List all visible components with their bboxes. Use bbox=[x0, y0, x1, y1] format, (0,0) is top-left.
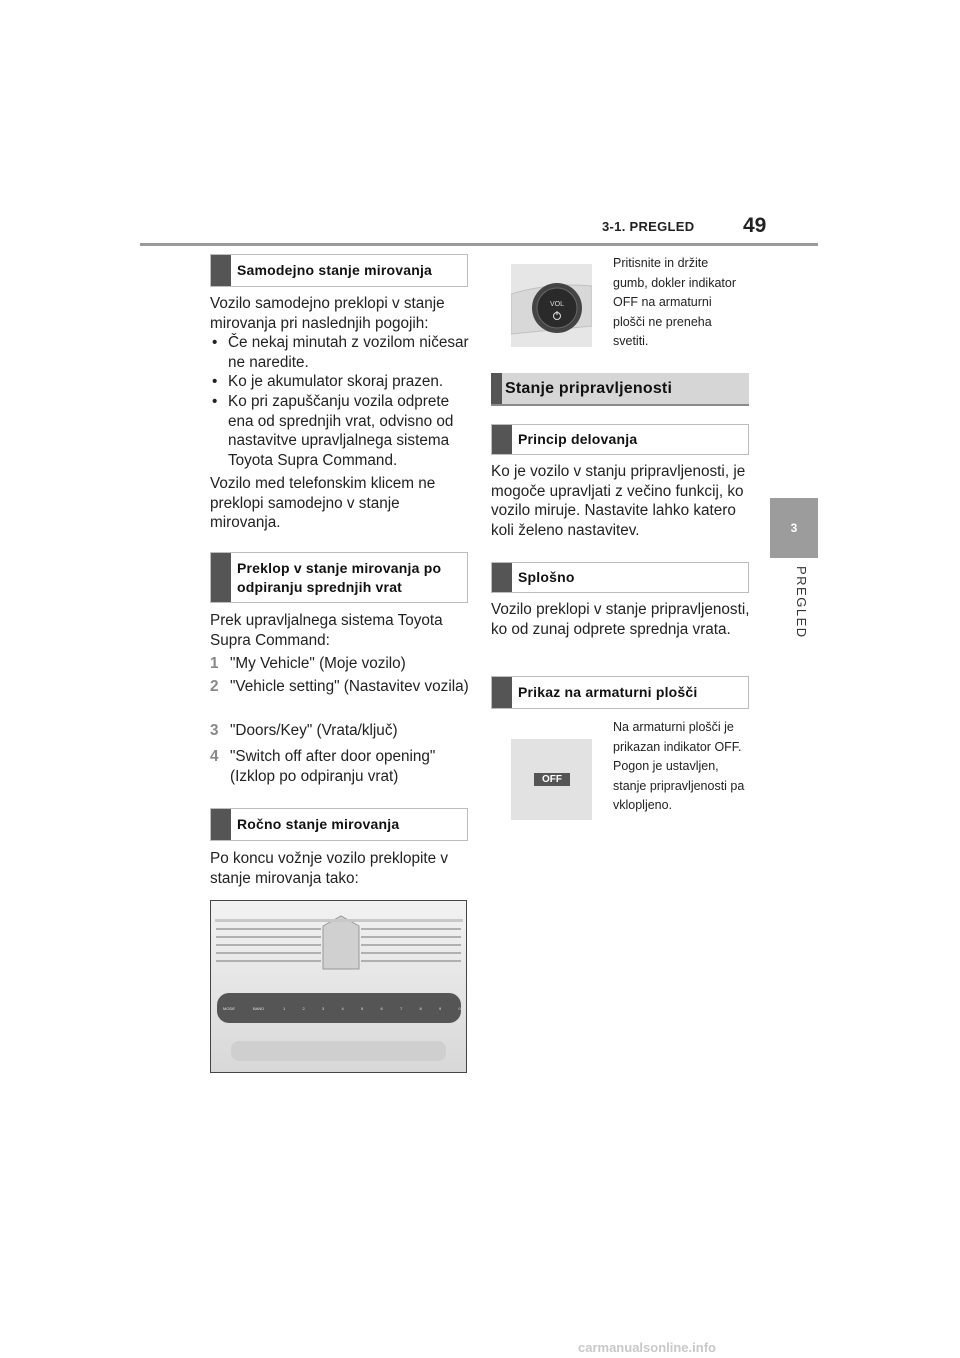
panel-button-label: 9 bbox=[439, 1006, 442, 1011]
panel-button-label: 0 bbox=[458, 1006, 461, 1011]
panel-button-label: 5 bbox=[361, 1006, 364, 1011]
heading-standby-after-door: Preklop v stanje mirovanja po odpiranju sprednjih vrat bbox=[210, 552, 468, 603]
header-rule bbox=[140, 243, 818, 246]
panel-button-label: 2 bbox=[302, 1006, 305, 1011]
heading-instrument-display: Prikaz na armaturni plošči bbox=[491, 676, 749, 709]
vol-knob-image bbox=[511, 264, 592, 347]
bullet-item: • Ko pri zapuščanju vozila odprete ena od sprednjih vrat, odvisno od nastavitve upravljalnega sistema Toyota Supra Command. bbox=[210, 392, 472, 470]
bullet-item: • Ko je akumulator skoraj prazen. bbox=[210, 372, 472, 392]
panel-button-label: 7 bbox=[400, 1006, 403, 1011]
paragraph-principle: Ko je vozilo v stanju pripravljenosti, je mogoče upravljati z večino funkcij, ko vozilo miruje. Nastavite lahko katero koli želeno nastavitev. bbox=[491, 463, 746, 539]
page-number: 49 bbox=[743, 214, 767, 237]
chapter-number: 3 bbox=[790, 521, 798, 535]
paragraph-via-supra-command: Prek upravljalnega sistema Toyota Supra Command: bbox=[210, 612, 443, 649]
caption-off-indicator: Na armaturni plošči je prikazan indikator OFF. Pogon je ustavljen, stanje pripravljenosti pa vklopljeno. bbox=[613, 720, 745, 812]
panel-button-label: 1 bbox=[283, 1006, 286, 1011]
panel-button-label: 6 bbox=[380, 1006, 383, 1011]
chapter-tab[interactable] bbox=[770, 498, 818, 558]
panel-button-label: 4 bbox=[341, 1006, 344, 1011]
paragraph-manual-standby: Po koncu vožnje vozilo preklopite v stanje mirovanja tako: bbox=[210, 850, 449, 887]
bullet-item: • Če nekaj minutah z vozilom ničesar ne naredite. bbox=[210, 333, 472, 372]
heading-readiness: Stanje pripravljenosti bbox=[491, 373, 749, 406]
off-indicator: OFF bbox=[534, 773, 570, 786]
caption-press-hold: Pritisnite in držite gumb, dokler indikator OFF na armaturni plošči ne preneha svetiti. bbox=[613, 256, 736, 348]
panel-button-label: BAND bbox=[253, 1006, 265, 1011]
heading-auto-standby: Samodejno stanje mirovanja bbox=[210, 254, 468, 287]
section-title: 3-1. PREGLED bbox=[602, 219, 695, 234]
panel-button-label: MODE bbox=[223, 1006, 235, 1011]
vol-label: VOL bbox=[549, 301, 565, 308]
heading-general: Splošno bbox=[491, 562, 749, 593]
paragraph-general: Vozilo preklopi v stanje pripravljenosti, ko od zunaj odprete sprednja vrata. bbox=[491, 601, 750, 638]
paragraph-phone-call: Vozilo med telefonskim klicem ne preklopi samodejno v stanje mirovanja. bbox=[210, 475, 436, 532]
center-console-image bbox=[210, 900, 467, 1073]
heading-manual-standby: Ročno stanje mirovanja bbox=[210, 808, 468, 841]
heading-principle: Princip delovanja bbox=[491, 424, 749, 455]
paragraph-auto-standby-conditions: Vozilo samodejno preklopi v stanje mirovanja pri naslednjih pogojih: • Če nekaj minutah z vozilom ničesar ne naredite. • Ko je akumulator skoraj prazen. • Ko pri zapuščanju vozila odprete ena od sprednjih vrat, odvisno od nastavitve upravljalnega sistema Toyota Supra Command. bbox=[210, 294, 472, 470]
chapter-label: PREGLED bbox=[794, 566, 809, 639]
panel-button-label: 8 bbox=[419, 1006, 422, 1011]
panel-button-label: 3 bbox=[322, 1006, 325, 1011]
watermark: carmanualsonline.info bbox=[578, 1340, 716, 1355]
off-indicator-image bbox=[511, 739, 592, 820]
